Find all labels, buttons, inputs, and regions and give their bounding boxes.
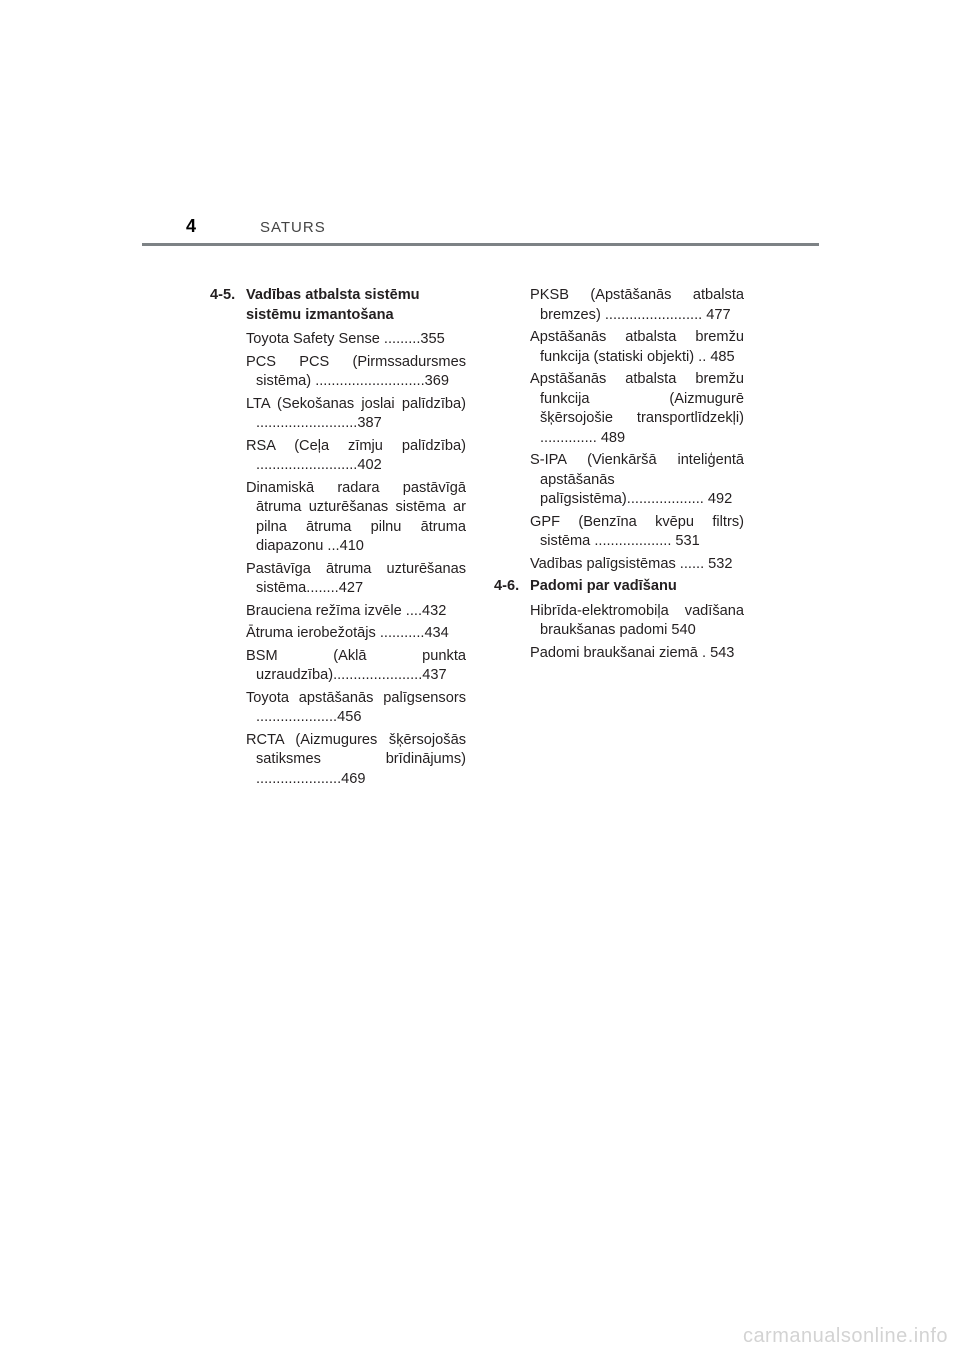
toc-entry[interactable]: Pastāvīga ātruma uzturēšanas sistēma........427: [246, 560, 466, 596]
toc-entry[interactable]: Apstāšanās atbalsta bremžu funkcija (Aizmugurē šķērsojošie transportlīdzekļi) .............. 489: [530, 371, 744, 446]
section-title: Padomi par vadīšanu: [530, 578, 677, 594]
toc-section-heading: [494, 577, 744, 597]
toc-entry[interactable]: Ātruma ierobežotājs ...........434: [246, 625, 449, 641]
toc-section-heading: [210, 286, 466, 325]
toc-right-column: [494, 286, 744, 666]
toc-entry[interactable]: PKSB (Apstāšanās atbalsta bremzes) ........................ 477: [530, 287, 744, 323]
toc-left-column: [210, 286, 466, 792]
toc-entry[interactable]: RSA (Ceļa zīmju palīdzība) .........................402: [246, 437, 466, 473]
header-rule: [142, 243, 819, 246]
toc-entry[interactable]: Padomi braukšanai ziemā . 543: [530, 644, 735, 661]
toc-entry[interactable]: S-IPA (Vienkāršā inteliģentā apstāšanās palīgsistēma)................... 492: [530, 452, 744, 507]
toc-entry[interactable]: LTA (Sekošanas joslai palīdzība) .........................387: [246, 395, 466, 431]
toc-entry[interactable]: BSM (Aklā punkta uzraudzība)......................437: [246, 647, 466, 683]
section-number: 4-6.: [494, 578, 520, 594]
toc-entry[interactable]: Hibrīda-elektromobiļa vadīšana braukšanas padomi 540: [530, 602, 744, 638]
toc-entry[interactable]: PCS PCS (Pirmssadursmes sistēma) ...........................369: [246, 353, 466, 389]
toc-entry[interactable]: GPF (Benzīna kvēpu filtrs) sistēma ................... 531: [530, 513, 744, 549]
toc-entry[interactable]: Dinamiskā radara pastāvīgā ātruma uzturēšanas sistēma ar pilna ātruma pilnu ātruma diapazonu ...410: [246, 479, 466, 554]
watermark: carmanualsonline.info: [742, 1325, 948, 1347]
toc-entry[interactable]: RCTA (Aizmugures šķērsojošās satiksmes brīdinājums) .....................469: [246, 731, 466, 787]
section-title: Vadības atbalsta sistēmu sistēmu izmantošana: [246, 287, 420, 323]
page-title: SATURS: [260, 219, 326, 236]
toc-entry[interactable]: Apstāšanās atbalsta bremžu funkcija (statiski objekti) .. 485: [530, 329, 744, 365]
toc-entry[interactable]: Toyota Safety Sense .........355: [246, 331, 445, 347]
toc-entry[interactable]: Toyota apstāšanās palīgsensors ....................456: [246, 689, 466, 725]
page-number: 4: [186, 216, 197, 236]
section-number: 4-5.: [210, 287, 236, 303]
toc-entry[interactable]: Brauciena režīma izvēle ....432: [246, 602, 447, 619]
toc-entry[interactable]: Vadības palīgsistēmas ...... 532: [530, 555, 733, 572]
